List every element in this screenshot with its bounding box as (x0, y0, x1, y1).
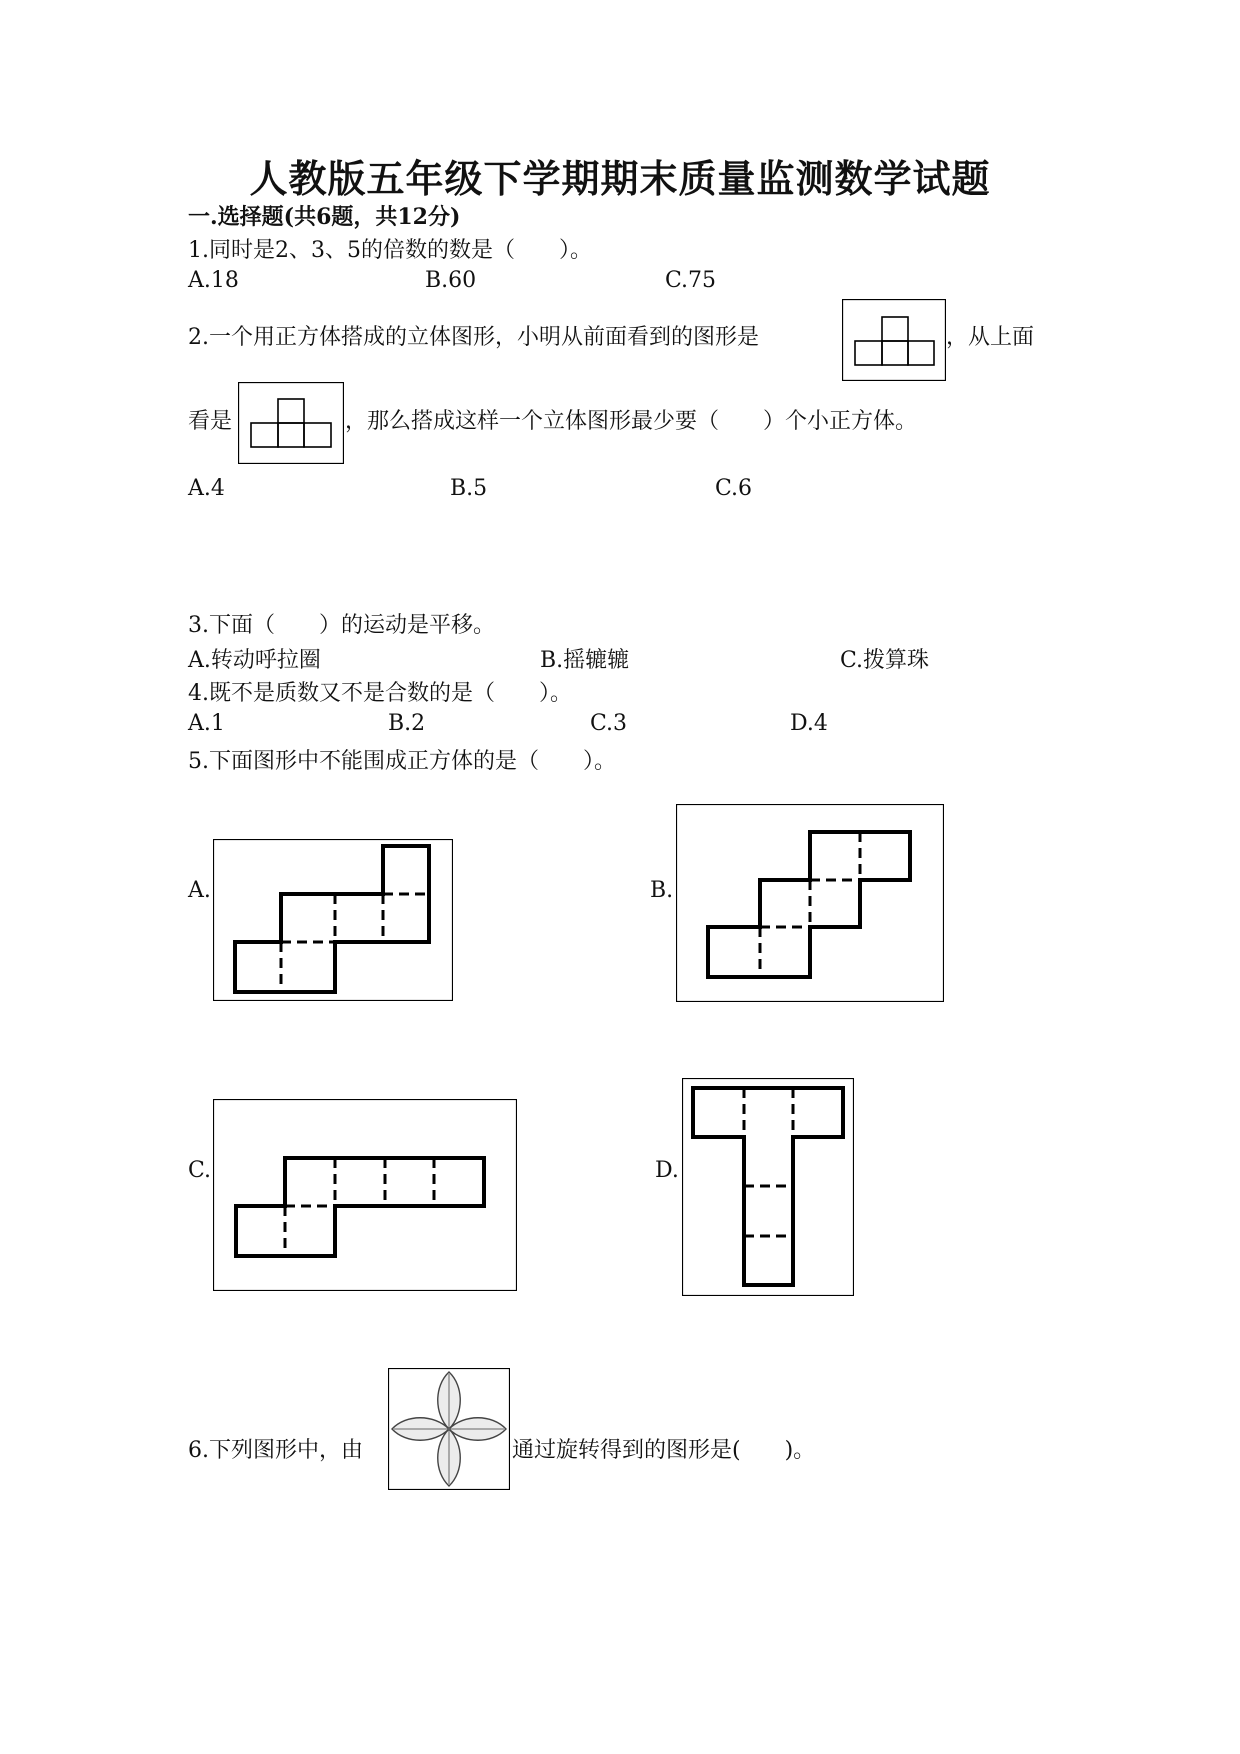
question-1-option-c[interactable]: C.75 (665, 268, 717, 293)
question-4-option-c[interactable]: C.3 (590, 711, 628, 736)
page-title: 人教版五年级下学期期末质量监测数学试题 (249, 156, 991, 201)
flower-figure-icon (388, 1368, 510, 1490)
question-5-option-c-label[interactable]: C. (188, 1158, 212, 1183)
question-5-option-d-label[interactable]: D. (655, 1158, 679, 1183)
question-3-stem: 3.下面（ ）的运动是平移。 (188, 613, 495, 638)
question-6-stem-part2: 通过旋转得到的图形是( )。 (512, 1438, 816, 1463)
question-2-option-a[interactable]: A.4 (188, 476, 225, 501)
question-3-option-b[interactable]: B.摇辘辘 (540, 648, 630, 673)
question-2-stem-part4: ，那么搭成这样一个立体图形最少要（ ）个小正方体。 (345, 409, 918, 434)
question-4-stem: 4.既不是质数又不是合数的是（ ）。 (188, 681, 572, 706)
question-2-option-b[interactable]: B.5 (450, 476, 488, 501)
question-1-option-a[interactable]: A.18 (188, 268, 239, 293)
question-4-option-b[interactable]: B.2 (388, 711, 426, 736)
question-2-stem-part1: 2.一个用正方体搭成的立体图形，小明从前面看到的图形是 (188, 325, 759, 350)
front-view-figure-icon (842, 299, 946, 381)
section-heading: 一.选择题(共6题，共12分) (188, 204, 461, 230)
cube-net-a-icon[interactable] (213, 839, 453, 1001)
question-5-stem: 5.下面图形中不能围成正方体的是（ ）。 (188, 749, 616, 774)
cube-net-d-icon[interactable] (682, 1078, 854, 1296)
question-3-option-c[interactable]: C.拨算珠 (840, 648, 930, 673)
question-5-option-a-label[interactable]: A. (188, 878, 211, 903)
question-2-stem-part3: 看是 (188, 409, 233, 434)
cube-net-b-icon[interactable] (676, 804, 944, 1002)
question-1-stem: 1.同时是2、3、5的倍数的数是（ ）。 (188, 238, 592, 263)
question-3-option-a[interactable]: A.转动呼拉圈 (188, 648, 321, 673)
question-5-option-b-label[interactable]: B. (650, 878, 674, 903)
question-2-stem-part2: ，从上面 (946, 325, 1035, 350)
question-4-option-d[interactable]: D.4 (790, 711, 828, 736)
question-6-stem-part1: 6.下列图形中，由 (188, 1438, 363, 1463)
cube-net-c-icon[interactable] (213, 1099, 517, 1291)
top-view-figure-icon (238, 382, 344, 464)
question-1-option-b[interactable]: B.60 (425, 268, 477, 293)
question-4-option-a[interactable]: A.1 (188, 711, 225, 736)
question-2-option-c[interactable]: C.6 (715, 476, 753, 501)
